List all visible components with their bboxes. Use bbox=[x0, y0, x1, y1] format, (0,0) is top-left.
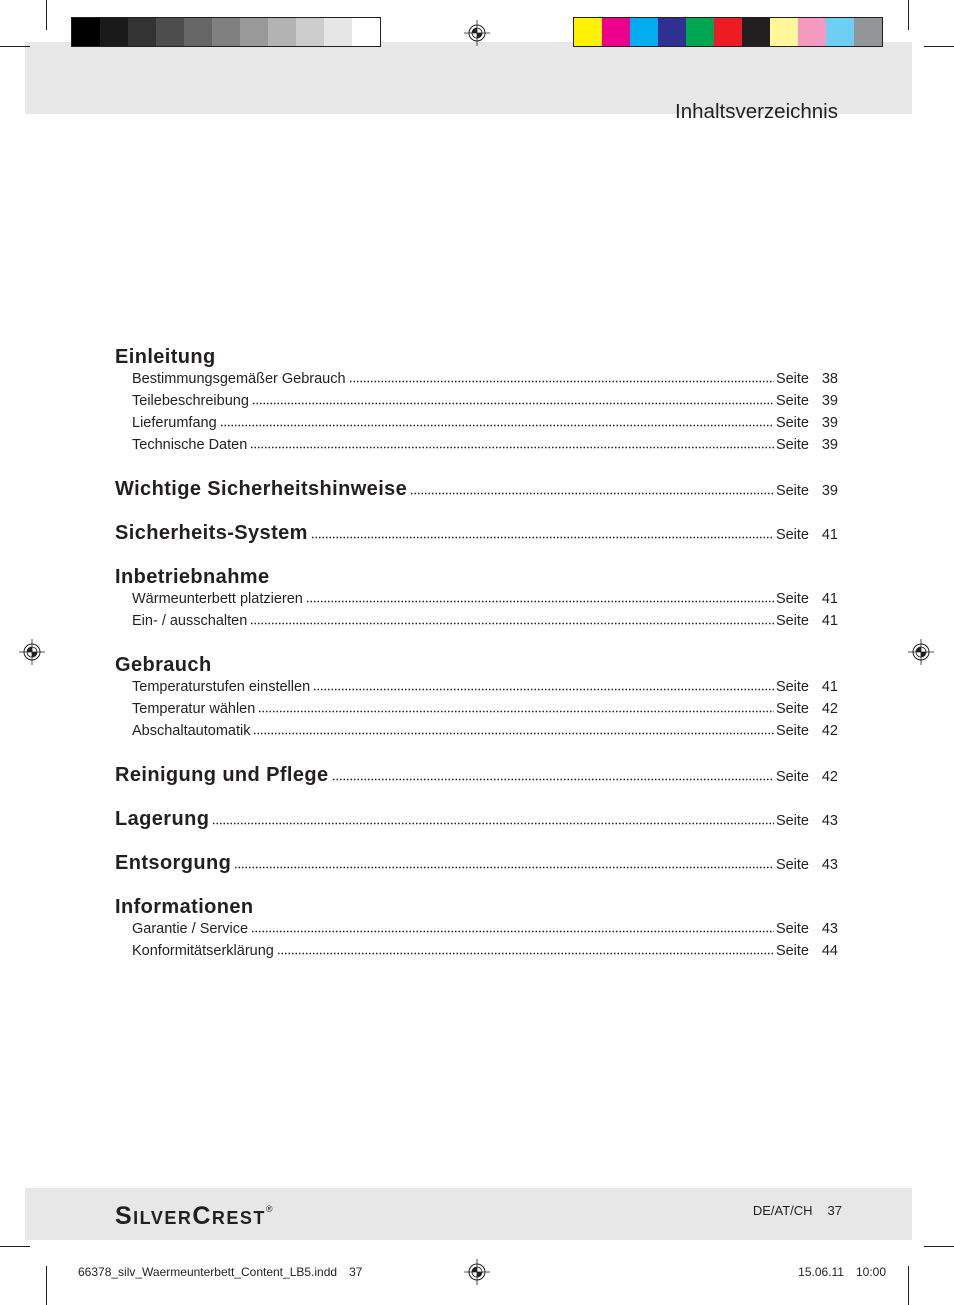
page-label: Seite bbox=[775, 591, 809, 607]
leader-dots bbox=[311, 536, 774, 539]
crop-mark bbox=[908, 1266, 909, 1305]
toc-entry bbox=[115, 610, 838, 632]
leader-dots bbox=[332, 778, 774, 781]
color-swatch bbox=[574, 18, 602, 46]
leader-dots bbox=[258, 710, 774, 713]
toc-heading-text: Gebrauch bbox=[115, 654, 212, 676]
toc-heading-text: Reinigung und Pflege bbox=[115, 764, 329, 786]
color-swatch bbox=[714, 18, 742, 46]
page-label: Seite bbox=[775, 769, 809, 785]
page-label: Seite bbox=[775, 813, 809, 829]
page-label: Seite bbox=[775, 437, 809, 453]
page-number: 44 bbox=[821, 943, 838, 959]
toc-section bbox=[115, 896, 838, 962]
page-label: Seite bbox=[775, 679, 809, 695]
toc-entry bbox=[115, 588, 838, 610]
page-number: 41 bbox=[821, 613, 838, 629]
color-swatch bbox=[128, 18, 156, 46]
toc-entry-label: Teilebeschreibung bbox=[132, 393, 249, 409]
toc-section bbox=[115, 566, 838, 632]
leader-dots bbox=[220, 424, 774, 427]
toc-heading bbox=[115, 346, 838, 368]
toc-heading bbox=[115, 654, 838, 676]
toc-section bbox=[115, 852, 838, 874]
toc-entry bbox=[115, 390, 838, 412]
leader-dots bbox=[349, 380, 774, 383]
toc-heading bbox=[115, 478, 838, 500]
toc-heading bbox=[115, 566, 838, 588]
toc-entry bbox=[115, 412, 838, 434]
page-label: Seite bbox=[775, 371, 809, 387]
leader-dots bbox=[306, 600, 774, 603]
toc-heading-text: Inbetriebnahme bbox=[115, 566, 270, 588]
color-swatch bbox=[184, 18, 212, 46]
crop-mark bbox=[924, 46, 954, 47]
crop-mark bbox=[46, 1266, 47, 1305]
color-swatch bbox=[854, 18, 882, 46]
footer-page-number: 37 bbox=[827, 1203, 842, 1218]
crop-mark bbox=[46, 0, 47, 30]
brand-logo bbox=[115, 1196, 273, 1229]
page-number: 42 bbox=[821, 769, 838, 785]
page-number: 41 bbox=[821, 679, 838, 695]
toc-heading-text: Wichtige Sicherheitshinweise bbox=[115, 478, 408, 500]
leader-dots bbox=[234, 866, 774, 869]
registration-mark-icon bbox=[19, 639, 45, 665]
page-label: Seite bbox=[775, 527, 809, 543]
brand-logo-text: SilverCrest bbox=[115, 1202, 266, 1230]
color-swatch bbox=[212, 18, 240, 46]
toc-heading bbox=[115, 764, 838, 786]
toc-section bbox=[115, 478, 838, 500]
crop-mark bbox=[908, 0, 909, 30]
process-color-bar bbox=[573, 17, 883, 47]
toc-entry-label: Bestimmungsgemäßer Gebrauch bbox=[132, 371, 346, 387]
color-swatch bbox=[324, 18, 352, 46]
footer-meta bbox=[753, 1203, 842, 1219]
page-label: Seite bbox=[775, 921, 809, 937]
registration-mark-icon bbox=[464, 20, 490, 46]
color-swatch bbox=[686, 18, 714, 46]
toc-entry bbox=[115, 940, 838, 962]
slug-file-name: 66378_silv_Waermeunterbett_Content_LB5.indd bbox=[78, 1265, 338, 1279]
toc-entry-label: Temperatur wählen bbox=[132, 701, 256, 717]
toc-heading-text: Einleitung bbox=[115, 346, 216, 368]
toc-entry bbox=[115, 676, 838, 698]
toc-heading-text: Entsorgung bbox=[115, 852, 232, 874]
grayscale-color-bar bbox=[71, 17, 381, 47]
toc-section bbox=[115, 808, 838, 830]
toc-heading bbox=[115, 522, 838, 544]
page-label: Seite bbox=[775, 483, 809, 499]
toc-entry-label: Wärmeunterbett platzieren bbox=[132, 591, 303, 607]
page-number: 42 bbox=[821, 701, 838, 717]
slug-page: 37 bbox=[349, 1265, 363, 1279]
color-swatch bbox=[100, 18, 128, 46]
color-swatch bbox=[770, 18, 798, 46]
page-number: 39 bbox=[821, 483, 838, 499]
toc-entry bbox=[115, 698, 838, 720]
leader-dots bbox=[253, 732, 773, 735]
toc-entry bbox=[115, 434, 838, 456]
page-number: 41 bbox=[821, 591, 838, 607]
page-number: 43 bbox=[821, 813, 838, 829]
leader-dots bbox=[313, 688, 774, 691]
registration-mark-icon bbox=[908, 639, 934, 665]
crop-mark bbox=[924, 1246, 954, 1247]
color-swatch bbox=[268, 18, 296, 46]
toc-section bbox=[115, 346, 838, 456]
page-number: 39 bbox=[821, 437, 838, 453]
page-title: Inhaltsverzeichnis bbox=[675, 99, 838, 123]
page-number: 39 bbox=[821, 415, 838, 431]
leader-dots bbox=[212, 822, 774, 825]
toc-entry-label: Temperaturstufen einstellen bbox=[132, 679, 311, 695]
registered-mark: ® bbox=[265, 1204, 273, 1214]
registration-mark-icon bbox=[464, 1259, 490, 1285]
toc-entry-label: Abschaltautomatik bbox=[132, 723, 251, 739]
toc-heading bbox=[115, 852, 838, 874]
color-swatch bbox=[156, 18, 184, 46]
leader-dots bbox=[250, 622, 774, 625]
toc-entry-label: Garantie / Service bbox=[132, 921, 249, 937]
table-of-contents bbox=[115, 346, 838, 962]
color-swatch bbox=[658, 18, 686, 46]
toc-section bbox=[115, 764, 838, 786]
color-swatch bbox=[240, 18, 268, 46]
color-swatch bbox=[602, 18, 630, 46]
toc-entry-label: Konformitätserklärung bbox=[132, 943, 274, 959]
page-label: Seite bbox=[775, 393, 809, 409]
toc-entry-label: Ein- / ausschalten bbox=[132, 613, 248, 629]
page-number: 42 bbox=[821, 723, 838, 739]
toc-entry-label: Technische Daten bbox=[132, 437, 248, 453]
crop-mark bbox=[0, 46, 30, 47]
toc-entry-label: Lieferumfang bbox=[132, 415, 217, 431]
toc-heading-text: Lagerung bbox=[115, 808, 210, 830]
page-label: Seite bbox=[775, 613, 809, 629]
color-swatch bbox=[296, 18, 324, 46]
toc-heading bbox=[115, 808, 838, 830]
toc-entry bbox=[115, 720, 838, 742]
slug-date: 15.06.11 bbox=[798, 1265, 844, 1279]
page-number: 39 bbox=[821, 393, 838, 409]
page-label: Seite bbox=[775, 415, 809, 431]
leader-dots bbox=[410, 492, 774, 495]
leader-dots bbox=[252, 402, 774, 405]
toc-section bbox=[115, 654, 838, 742]
toc-entry bbox=[115, 368, 838, 390]
leader-dots bbox=[277, 952, 774, 955]
toc-entry bbox=[115, 918, 838, 940]
leader-dots bbox=[250, 446, 774, 449]
page-number: 38 bbox=[821, 371, 838, 387]
color-swatch bbox=[352, 18, 380, 46]
color-swatch bbox=[826, 18, 854, 46]
region-codes: DE/AT/CH bbox=[752, 1203, 813, 1218]
slug-file-info bbox=[78, 1265, 362, 1279]
page-number: 43 bbox=[821, 857, 838, 873]
toc-heading-text: Sicherheits-System bbox=[115, 522, 308, 544]
leader-dots bbox=[251, 930, 774, 933]
page-label: Seite bbox=[775, 857, 809, 873]
page-label: Seite bbox=[775, 723, 809, 739]
color-swatch bbox=[798, 18, 826, 46]
toc-heading bbox=[115, 896, 838, 918]
crop-mark bbox=[0, 1246, 30, 1247]
page-number: 41 bbox=[821, 527, 838, 543]
color-swatch bbox=[630, 18, 658, 46]
toc-heading-text: Informationen bbox=[115, 896, 254, 918]
page-label: Seite bbox=[775, 701, 809, 717]
slug-timestamp bbox=[798, 1265, 886, 1279]
page-label: Seite bbox=[775, 943, 809, 959]
page-number: 43 bbox=[821, 921, 838, 937]
color-swatch bbox=[72, 18, 100, 46]
color-swatch bbox=[742, 18, 770, 46]
toc-section bbox=[115, 522, 838, 544]
slug-time: 10:00 bbox=[855, 1265, 886, 1279]
